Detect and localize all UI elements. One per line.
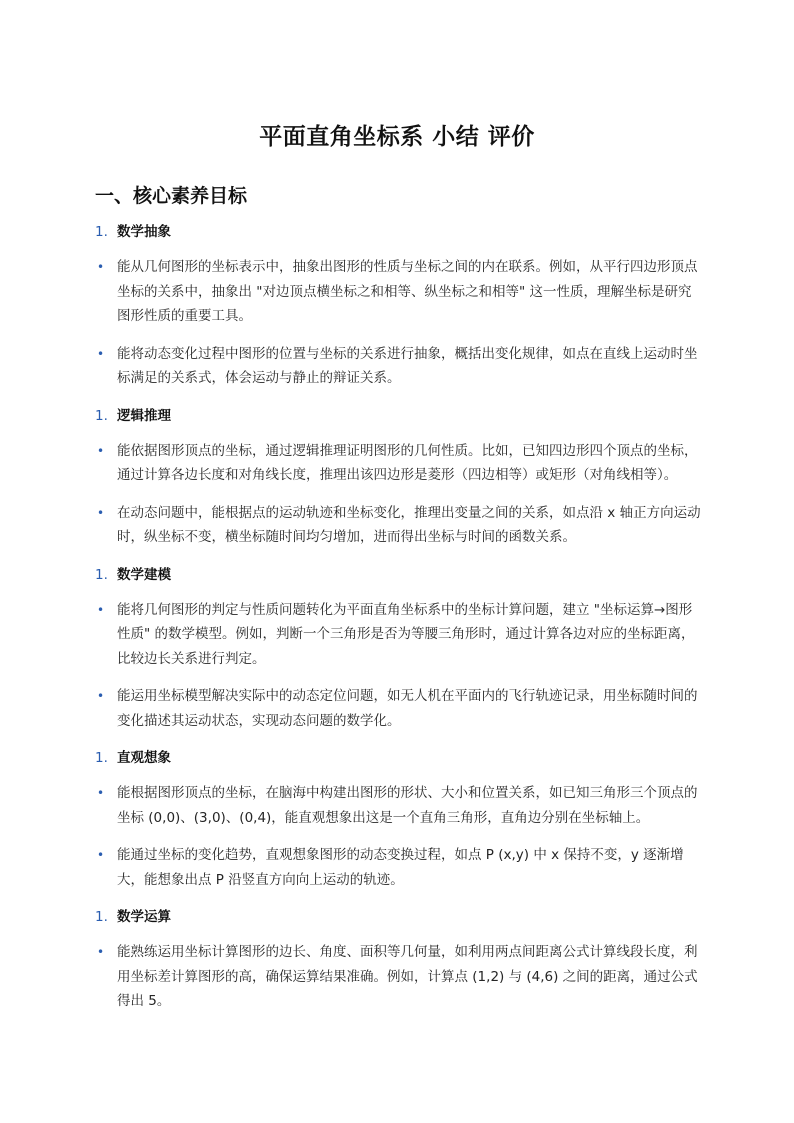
list-item-text: 能通过坐标的变化趋势，直观想象图形的动态变换过程，如点 P (x,y) 中 x 保持不变，y 逐渐增大，能想象出点 P 沿竖直方向向上运动的轨迹。 bbox=[117, 847, 684, 888]
objective-heading bbox=[95, 746, 701, 766]
bullet-icon: • bbox=[97, 443, 105, 458]
list-item-text: 能从几何图形的坐标表示中，抽象出图形的性质与坐标之间的内在联系。例如，从平行四边形顶点坐标的关系中，抽象出 "对边顶点横坐标之和相等、纵坐标之和相等" 这一性质，理解坐标是研究图形性质的重要工具。 bbox=[117, 259, 698, 324]
objective-heading bbox=[95, 220, 701, 240]
bullet-icon: • bbox=[97, 602, 105, 617]
list-number: 1. bbox=[95, 407, 108, 424]
objective-group-computation bbox=[95, 905, 701, 1014]
list-number: 1. bbox=[95, 566, 108, 583]
objective-title: 数学建模 bbox=[117, 566, 171, 583]
bullet-icon: • bbox=[97, 848, 105, 862]
objective-title: 数学运算 bbox=[117, 909, 171, 925]
objective-heading bbox=[95, 563, 701, 583]
list-item bbox=[95, 684, 701, 733]
objective-title: 逻辑推理 bbox=[117, 407, 171, 424]
list-item-text: 能将动态变化过程中图形的位置与坐标的关系进行抽象，概括出变化规律，如点在直线上运动时坐标满足的关系式，体会运动与静止的辩证关系。 bbox=[117, 345, 698, 386]
objective-title: 数学抽象 bbox=[117, 224, 171, 240]
list-item-text: 能熟练运用坐标计算图形的边长、角度、面积等几何量，如利用两点间距离公式计算线段长度，利用坐标差计算图形的高，确保运算结果准确。例如，计算点 (1,2) 与 (4,6) 之间的距离，通过公式得出 5。 bbox=[117, 944, 698, 1009]
list-item bbox=[95, 940, 701, 1014]
list-number: 1. bbox=[95, 224, 108, 240]
list-item bbox=[95, 342, 701, 391]
section-heading: 一、核心素养目标 bbox=[95, 185, 248, 207]
objective-group-reasoning bbox=[95, 404, 701, 550]
bullet-icon: • bbox=[97, 260, 105, 274]
objective-group-abstraction bbox=[95, 220, 701, 391]
list-item-text: 能根据图形顶点的坐标，在脑海中构建出图形的形状、大小和位置关系，如已知三角形三个顶点的坐标 (0,0)、(3,0)、(0,4)，能直观想象出这是一个直角三角形，直角边分别在坐标轴上。 bbox=[117, 785, 698, 826]
list-item bbox=[95, 843, 701, 892]
list-number: 1. bbox=[95, 909, 108, 925]
list-item bbox=[95, 598, 701, 672]
list-item bbox=[95, 781, 701, 830]
bullet-icon: • bbox=[97, 689, 105, 703]
list-item bbox=[95, 255, 701, 329]
list-item-text: 能运用坐标模型解决实际中的动态定位问题，如无人机在平面内的飞行轨迹记录，用坐标随时间的变化描述其运动状态，实现动态问题的数学化。 bbox=[117, 688, 698, 729]
section-content bbox=[95, 220, 701, 1027]
bullet-icon: • bbox=[97, 505, 105, 520]
list-item-text: 能依据图形顶点的坐标，通过逻辑推理证明图形的几何性质。比如，已知四边形四个顶点的坐标，通过计算各边长度和对角线长度，推理出该四边形是菱形（四边相等）或矩形（对角线相等）。 bbox=[117, 442, 698, 483]
objective-title: 直观想象 bbox=[117, 750, 171, 766]
bullet-icon: • bbox=[97, 346, 105, 361]
document-title: 平面直角坐标系 小结 评价 bbox=[259, 124, 535, 150]
bullet-icon: • bbox=[97, 945, 105, 959]
list-item-text: 能将几何图形的判定与性质问题转化为平面直角坐标系中的坐标计算问题，建立 "坐标运算→图形性质" 的数学模型。例如，判断一个三角形是否为等腰三角形时，通过计算各边对应的坐标距离，比较边长关系进行判定。 bbox=[117, 601, 695, 667]
list-item bbox=[95, 439, 701, 488]
list-item bbox=[95, 501, 701, 550]
objective-heading bbox=[95, 905, 701, 925]
list-item-text: 在动态问题中，能根据点的运动轨迹和坐标变化，推理出变量之间的关系，如点沿 x 轴正方向运动时，纵坐标不变，横坐标随时间均匀增加，进而得出坐标与时间的函数关系。 bbox=[117, 504, 701, 545]
objective-group-modeling bbox=[95, 563, 701, 734]
list-number: 1. bbox=[95, 750, 108, 766]
bullet-icon: • bbox=[97, 786, 105, 800]
objective-heading bbox=[95, 404, 701, 424]
objective-group-imagination bbox=[95, 746, 701, 892]
